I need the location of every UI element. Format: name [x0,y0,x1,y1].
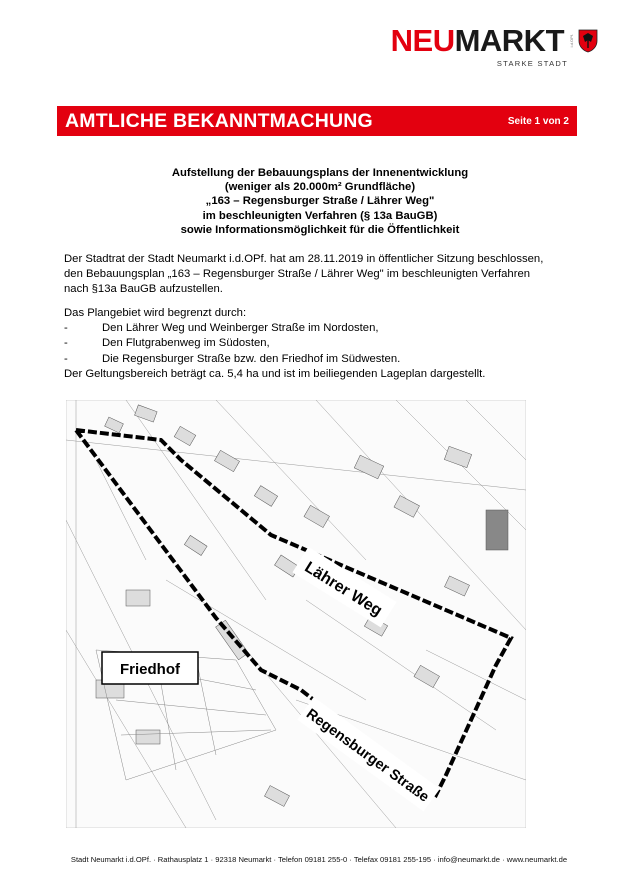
boundary-intro: Das Plangebiet wird begrenzt durch: [64,307,247,319]
city-logo [390,23,598,68]
map-label-friedhof [102,652,198,684]
heading-line: „163 – Regensburger Straße / Lährer Weg" [205,195,435,208]
text-line: den Bebauungsplan „163 – Regensburger Straße / Lährer Weg" im beschleunigten Verfahren [64,268,531,281]
svg-text:Regensburger Straße: Regensburger Straße [303,705,432,806]
city-crest-icon [578,29,598,53]
text-line: nach §13a BauGB aufzustellen. [64,283,223,296]
announcement-banner [57,106,577,136]
resolution-paragraph [64,252,584,298]
svg-text:Friedhof: Friedhof [120,661,180,678]
logo-tagline: STARKE STADT [496,59,568,68]
area-statement: Der Geltungsbereich beträgt ca. 5,4 ha und ist im beiliegenden Lageplan dargestellt. [64,367,486,380]
banner-title: AMTLICHE BEKANNTMACHUNG [65,109,373,132]
page-footer: Stadt Neumarkt i.d.OPf. · Rathausplatz 1 · 92318 Neumarkt · Telefon 09181 255-0 · Telefax 09181 255-195 · info@neumarkt.de · www.neumarkt.de [70,855,568,864]
heading-line: sowie Informationsmöglichkeit für die Öffentlichkeit [180,223,460,236]
list-item: - Die Regensburger Straße bzw. den Friedhof im Südwesten. [64,352,401,365]
site-plan-map [66,400,526,828]
page-indicator: Seite 1 von 2 [507,115,569,127]
boundary-paragraph [64,306,584,382]
logo-suffix: i.d.OPf. [569,34,574,48]
list-item: - Den Flutgrabenweg im Südosten, [64,337,270,350]
text-line: Der Stadtrat der Stadt Neumarkt i.d.OPf. hat am 28.11.2019 in öffentlicher Sitzung beschlossen, [64,253,544,265]
heading-line: Aufstellung der Bebauungsplans der Innenentwicklung [171,167,469,179]
document-heading [60,166,580,237]
svg-text:Lährer Weg: Lährer Weg [301,558,385,620]
heading-line: im beschleunigten Verfahren (§ 13a BauGB) [202,209,438,222]
logo-wordmark: NEUMARKT [390,23,564,58]
heading-line: (weniger als 20.000m² Grundfläche) [224,181,416,194]
list-item: - Den Lährer Weg und Weinberger Straße im Nordosten, [64,322,379,335]
